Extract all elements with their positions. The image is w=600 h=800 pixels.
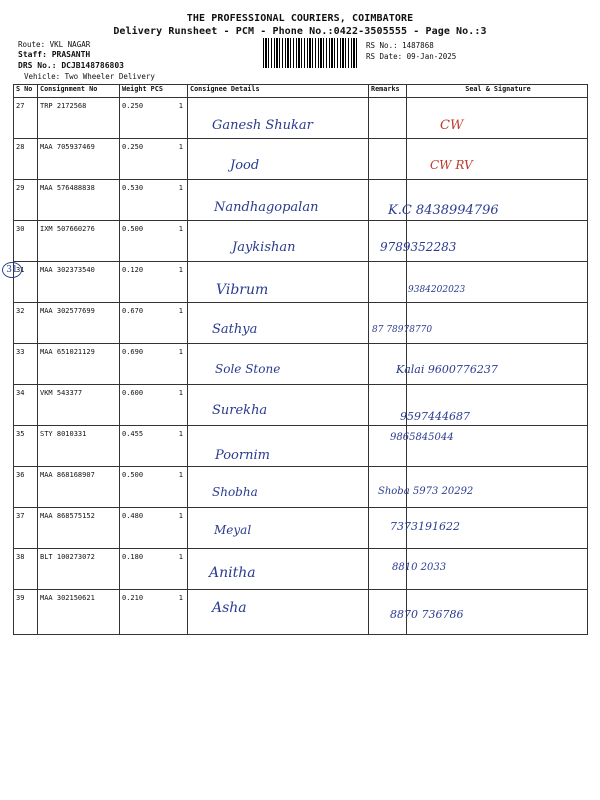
weight-text: 0.250 — [122, 143, 144, 151]
cell-signature — [407, 98, 588, 139]
consignee-handwriting: Sathya — [212, 322, 258, 337]
weight-pcs-wrap — [120, 139, 187, 151]
cell-weight-pcs — [120, 180, 188, 221]
weight-text: 0.455 — [122, 430, 144, 438]
consignment-text: MAA 302150621 — [40, 594, 95, 602]
consignment-text: VKM 543377 — [40, 389, 83, 397]
consignee-handwriting: Poornim — [215, 448, 270, 463]
cell-weight-pcs — [120, 549, 188, 590]
cell-sno — [14, 385, 38, 426]
consignee-handwriting: Vibrum — [216, 282, 269, 298]
signature-handwriting: 9789352283 — [380, 240, 457, 254]
consignment-text: MAA 705937469 — [40, 143, 95, 151]
consignment-text: MAA 868168907 — [40, 471, 95, 479]
weight-pcs-wrap — [120, 549, 187, 561]
weight-text: 0.500 — [122, 225, 144, 233]
cell-sno — [14, 303, 38, 344]
rs-date: RS Date: 09-Jan-2025 — [366, 52, 457, 61]
consignment-text: MAA 302373540 — [40, 266, 95, 274]
cell-sno — [14, 426, 38, 467]
signature-handwriting: CW — [440, 118, 464, 133]
cell-sno — [14, 590, 38, 635]
consignee-handwriting: Asha — [212, 600, 247, 616]
runsheet-subtitle: Delivery Runsheet - PCM - Phone No.:0422-3505555 - Page No.:3 — [113, 26, 487, 37]
consignment-text: STY 8010331 — [40, 430, 87, 438]
cell-sno — [14, 139, 38, 180]
sno-text: 31 — [16, 266, 25, 274]
weight-pcs-wrap — [120, 98, 187, 110]
weight-pcs-wrap — [120, 467, 187, 479]
cell-remarks — [369, 262, 407, 303]
consignee-handwriting: Jaykishan — [232, 240, 296, 255]
sno-text: 29 — [16, 184, 25, 192]
pcs-text: 1 — [178, 471, 183, 479]
cell-consignment — [38, 303, 120, 344]
cell-weight-pcs — [120, 98, 188, 139]
table-row — [14, 467, 588, 508]
consignee-handwriting: Shobha — [212, 485, 258, 499]
col-remarks: Remarks — [369, 85, 407, 98]
weight-text: 0.210 — [122, 594, 144, 602]
consignee-handwriting: Surekha — [212, 403, 268, 418]
signature-handwriting: 9865845044 — [390, 432, 454, 443]
cell-weight-pcs — [120, 344, 188, 385]
sno-text: 37 — [16, 512, 25, 520]
consignee-handwriting: Meyal — [214, 523, 252, 537]
cell-consignee — [188, 139, 369, 180]
pcs-text: 1 — [178, 307, 183, 315]
consignee-handwriting: Jood — [230, 158, 260, 173]
consignment-text: IXM 507660276 — [40, 225, 95, 233]
signature-handwriting: Kalai 9600776237 — [396, 363, 498, 376]
table-row — [14, 385, 588, 426]
table-row — [14, 426, 588, 467]
cell-consignee — [188, 262, 369, 303]
cell-sno — [14, 549, 38, 590]
table-row — [14, 508, 588, 549]
weight-text: 0.120 — [122, 266, 144, 274]
consignment-text: MAA 576488838 — [40, 184, 95, 192]
cell-sno — [14, 467, 38, 508]
staff-label: Staff: PRASANTH — [18, 50, 91, 59]
table-row — [14, 549, 588, 590]
cell-consignment — [38, 180, 120, 221]
weight-pcs-wrap — [120, 303, 187, 315]
consignment-text: BLT 100273072 — [40, 553, 95, 561]
sno-text: 34 — [16, 389, 25, 397]
weight-pcs-wrap — [120, 221, 187, 233]
table-row — [14, 590, 588, 635]
consignee-handwriting: Anitha — [209, 565, 256, 581]
pcs-text: 1 — [178, 553, 183, 561]
cell-remarks — [369, 98, 407, 139]
table-header-row — [14, 85, 588, 98]
weight-pcs-wrap — [120, 385, 187, 397]
cell-weight-pcs — [120, 221, 188, 262]
sno-text: 30 — [16, 225, 25, 233]
cell-consignment — [38, 98, 120, 139]
signature-handwriting: 8870 736786 — [390, 608, 464, 621]
drs-number: DRS No.: DCJB148786803 — [18, 61, 124, 70]
sno-text: 28 — [16, 143, 25, 151]
signature-handwriting: 87 78978770 — [372, 325, 433, 335]
pcs-text: 1 — [178, 348, 183, 356]
cell-consignment — [38, 221, 120, 262]
cell-sno — [14, 508, 38, 549]
signature-handwriting: K.C 8438994796 — [388, 203, 499, 218]
weight-pcs-wrap — [120, 262, 187, 274]
col-signature: Seal & Signature — [407, 85, 588, 98]
pcs-text: 1 — [178, 143, 183, 151]
cell-sno — [14, 180, 38, 221]
cell-signature — [407, 303, 588, 344]
cell-weight-pcs — [120, 508, 188, 549]
sno-text: 35 — [16, 430, 25, 438]
table-row — [14, 344, 588, 385]
weight-text: 0.480 — [122, 512, 144, 520]
consignee-handwriting: Nandhagopalan — [214, 200, 319, 215]
consignment-text: MAA 868575152 — [40, 512, 95, 520]
cell-remarks — [369, 303, 407, 344]
cell-weight-pcs — [120, 385, 188, 426]
consignee-handwriting: Sole Stone — [215, 362, 281, 376]
sno-text: 36 — [16, 471, 25, 479]
pcs-text: 1 — [178, 389, 183, 397]
signature-handwriting: 8810 2033 — [392, 562, 447, 573]
cell-consignment — [38, 426, 120, 467]
signature-handwriting: 7373191622 — [390, 520, 460, 533]
cell-weight-pcs — [120, 303, 188, 344]
sno-text: 33 — [16, 348, 25, 356]
cell-consignment — [38, 467, 120, 508]
pcs-text: 1 — [178, 184, 183, 192]
signature-handwriting: 9597444687 — [400, 410, 470, 423]
table-row — [14, 139, 588, 180]
col-sno: S No — [14, 85, 38, 98]
table-row — [14, 221, 588, 262]
cell-remarks — [369, 139, 407, 180]
col-consignment: Consignment No — [38, 85, 120, 98]
weight-pcs-wrap — [120, 590, 187, 602]
cell-signature — [407, 262, 588, 303]
cell-consignment — [38, 344, 120, 385]
weight-text: 0.180 — [122, 553, 144, 561]
cell-weight-pcs — [120, 139, 188, 180]
cell-sno — [14, 221, 38, 262]
cell-consignment — [38, 508, 120, 549]
cell-consignment — [38, 139, 120, 180]
margin-circle-mark — [2, 262, 22, 278]
weight-text: 0.530 — [122, 184, 144, 192]
pcs-text: 1 — [178, 102, 183, 110]
consignment-text: TRP 2172568 — [40, 102, 87, 110]
pcs-text: 1 — [178, 266, 183, 274]
sno-text: 38 — [16, 553, 25, 561]
company-title: THE PROFESSIONAL COURIERS, COIMBATORE — [186, 13, 414, 24]
cell-consignment — [38, 549, 120, 590]
weight-text: 0.500 — [122, 471, 144, 479]
cell-consignment — [38, 262, 120, 303]
route-label: Route: VKL NAGAR — [18, 40, 91, 49]
cell-weight-pcs — [120, 262, 188, 303]
table-row — [14, 262, 588, 303]
sno-text: 39 — [16, 594, 25, 602]
barcode-image — [263, 38, 357, 68]
weight-text: 0.250 — [122, 102, 144, 110]
weight-text: 0.600 — [122, 389, 144, 397]
weight-pcs-wrap — [120, 426, 187, 438]
col-consignee: Consignee Details — [188, 85, 369, 98]
signature-handwriting: 9384202023 — [408, 285, 466, 295]
weight-pcs-wrap — [120, 508, 187, 520]
pcs-text: 1 — [178, 594, 183, 602]
weight-text: 0.690 — [122, 348, 144, 356]
cell-consignment — [38, 590, 120, 635]
pcs-text: 1 — [178, 225, 183, 233]
sno-text: 32 — [16, 307, 25, 315]
runsheet-table — [13, 84, 588, 635]
col-weight-pcs — [120, 85, 188, 98]
consignment-text: MAA 302577699 — [40, 307, 95, 315]
cell-sno — [14, 98, 38, 139]
col-weight-label: Weight — [122, 85, 147, 93]
margin-mark-text: 31 — [2, 262, 22, 278]
weight-pcs-wrap — [120, 180, 187, 192]
sno-text: 27 — [16, 102, 25, 110]
weight-text: 0.670 — [122, 307, 144, 315]
rs-number: RS No.: 1487868 — [366, 41, 434, 50]
cell-weight-pcs — [120, 590, 188, 635]
table-row — [14, 303, 588, 344]
cell-sno — [14, 344, 38, 385]
vehicle-label: Vehicle: Two Wheeler Delivery — [24, 72, 155, 81]
pcs-text: 1 — [178, 512, 183, 520]
cell-weight-pcs — [120, 426, 188, 467]
cell-consignment — [38, 385, 120, 426]
cell-weight-pcs — [120, 467, 188, 508]
signature-handwriting: Shoba 5973 20292 — [378, 486, 474, 497]
pcs-text: 1 — [178, 430, 183, 438]
col-pcs-label: PCS — [150, 85, 163, 93]
signature-handwriting: CW RV — [430, 158, 473, 172]
weight-pcs-wrap — [120, 344, 187, 356]
consignment-text: MAA 651021129 — [40, 348, 95, 356]
consignee-handwriting: Ganesh Shukar — [212, 118, 313, 133]
